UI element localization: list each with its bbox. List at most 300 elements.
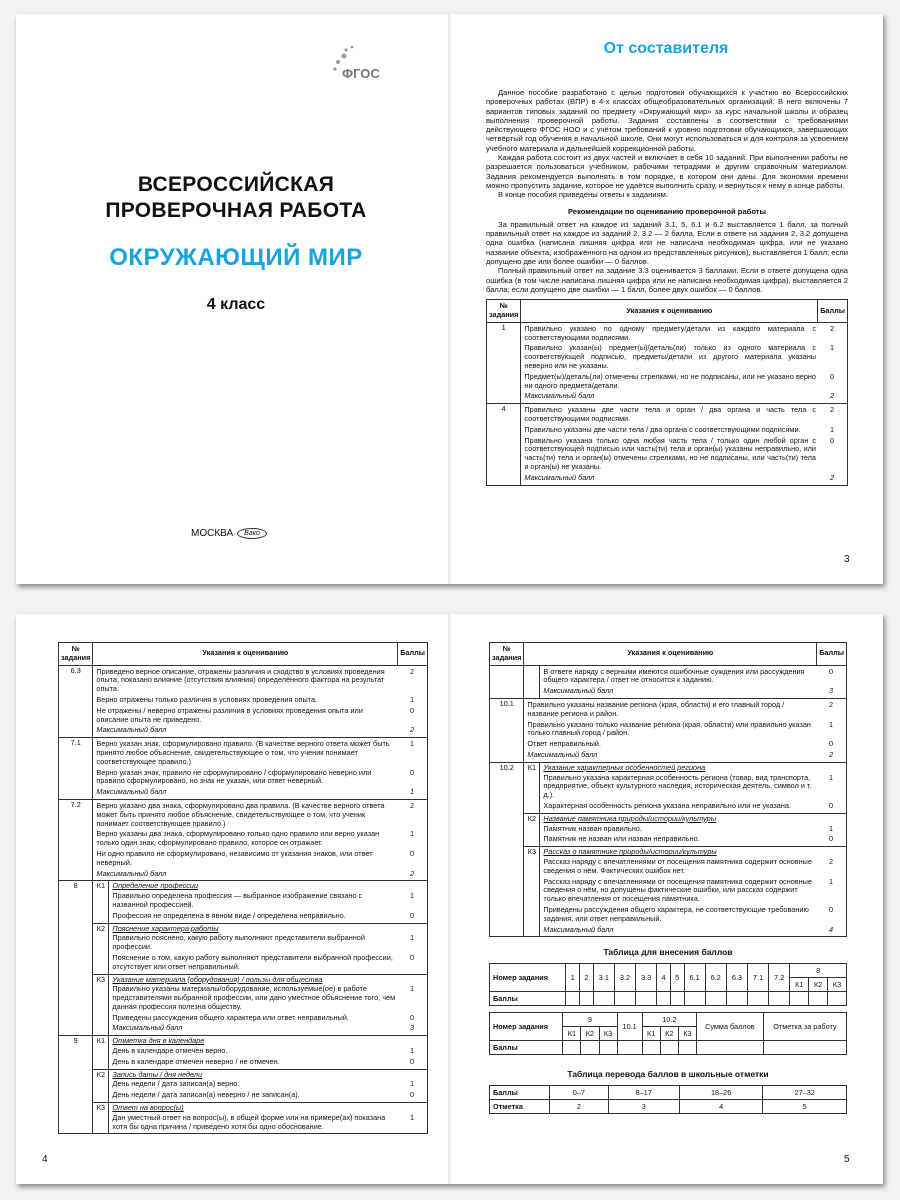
criterion-line [112, 984, 424, 1012]
criterion-points: 2 [828, 699, 834, 709]
table-row [490, 813, 847, 846]
criterion-points: 1 [828, 823, 834, 833]
criterion-text: Приведено верное описание, отражены различия и сходство в условиях проведения опыта, показано влияние (отсутствия влияния) определённого фактора на результат опыта. [96, 666, 385, 694]
criterion-text: Правильно указаны название региона (края, области) и его главный город / название региона и район. [527, 699, 785, 718]
cover-subject: ОКРУЖАЮЩИЙ МИР [109, 244, 363, 271]
task-cell: 7.2 [769, 964, 790, 992]
table-row [59, 881, 428, 923]
criterion-text: Максимальный балл [96, 868, 167, 878]
criterion-points: 3 [409, 1023, 415, 1033]
criterion-line [112, 1113, 424, 1133]
intro-paragraph: Данное пособие разработано с целью подготовки обучающихся к участию во Всероссийских проверочных работах (ВПР) в 4-х классах общеобразовательных организаций. В него включены 7 вариантов типовых заданий по предмету «Окружающий мир» за курс начальной школы и образец выполнения проверочной работы. Задания составлены в соответствии с требованиями действующего ФГОС НОО и с учётом требований к уровню подготовки обучающихся, завершающих четвёртый год обучения в начальной школе. Они могут использоваться и для контроля за усвоением учебного материала и дальнейшей коррекционной работы. [486, 88, 848, 153]
column-header-criteria: Указания к оцениванию [521, 300, 818, 323]
intro-text [486, 88, 848, 486]
criteria-cell [540, 762, 847, 813]
criterion-code: К1 [93, 1036, 109, 1069]
criterion-text: Максимальный балл [524, 472, 595, 482]
column-header-points: Баллы [398, 643, 428, 666]
criteria-cell [109, 974, 428, 1036]
criterion-points: 1 [409, 1046, 415, 1056]
criterion-points: 0 [828, 904, 834, 914]
score-range: 8–17 [608, 1086, 679, 1100]
criterion-text: Правильно указаны две части тела / два органа с соответствующими подписями. [524, 424, 801, 434]
criterion-line [96, 695, 424, 706]
task-cell: К2 [581, 1027, 599, 1041]
row-label: Баллы [490, 1086, 550, 1100]
criterion-text: Характерная особенность региона указана неправильно или не указана. [543, 800, 791, 810]
task-cell: К3 [828, 978, 847, 992]
score-input-cell[interactable] [563, 1041, 581, 1055]
table-header-row [490, 643, 847, 666]
table-row [59, 738, 428, 800]
criterion-line [112, 911, 424, 922]
score-input-cell[interactable] [593, 992, 614, 1006]
score-input-cell[interactable] [678, 1041, 696, 1055]
table-row [490, 698, 847, 762]
criterion-text: Максимальный балл [543, 686, 614, 696]
row-label: Баллы [490, 1041, 563, 1055]
criterion-line [524, 425, 844, 436]
task-number: 6.3 [59, 665, 93, 738]
column-header-points: Баллы [817, 643, 847, 666]
criterion-points: 0 [409, 767, 415, 777]
criteria-cell [540, 665, 847, 698]
criterion-line [112, 1079, 424, 1090]
criterion-line [524, 343, 844, 371]
criterion-code: К1 [524, 762, 540, 813]
score-input-cell[interactable] [660, 1041, 678, 1055]
table-row [59, 665, 428, 738]
criteria-cell [109, 923, 428, 974]
column-header-number: № задания [487, 300, 521, 323]
max-score-line [524, 391, 844, 402]
criterion-points: 3 [828, 686, 834, 696]
criterion-text: Рассказ наряду с впечатлениями от посещения памятника содержит основные сведения о нём, но допущены фактические ошибки, или рассказ содержит только впечатления от посещения памятника. [543, 876, 812, 904]
page-gutter [448, 14, 452, 584]
criterion-text: Правильно указан(ы) предмет(ы)/деталь(ли) только из одного материала с соответствующей подписью, предметы/детали из другого материала указаны неверно или не указаны. [524, 343, 816, 371]
criterion-code: К3 [524, 847, 540, 937]
page-5-content [489, 642, 847, 1114]
criterion-line [524, 436, 844, 473]
criteria-cell [93, 665, 428, 738]
criterion-line [112, 933, 424, 953]
task-cell: 5 [670, 964, 684, 992]
criterion-code: К1 [93, 881, 109, 923]
criterion-points: 1 [828, 719, 834, 729]
criterion-line [112, 1057, 424, 1068]
spread-pages-2-3 [16, 14, 883, 584]
criterion-line [112, 953, 424, 973]
criterion-points: 0 [828, 739, 834, 749]
criterion-text: Ни одно правило не сформулировано, независимо от указания знаков, или ответ неверный. [96, 848, 373, 867]
criteria-cell [540, 847, 847, 937]
task-number: 9 [59, 1036, 93, 1134]
criterion-points: 1 [828, 876, 834, 886]
criterion-text: Правильно указано по одному предмету/детали из каждого материала с соответствующими подписями. [524, 323, 816, 342]
criterion-title: Определение профессии [112, 881, 199, 891]
criterion-text: Верно указаны два знака, сформулировано только одно правило или верно указан только один знак, сформулировано правило, которое он отражает. [96, 829, 380, 848]
criterion-points: 1 [828, 772, 834, 782]
score-input-cell[interactable] [599, 1041, 617, 1055]
criterion-title: Пояснение характера работы [112, 923, 219, 933]
criterion-text: Максимальный балл [543, 924, 614, 934]
criterion-title: Указание материала (оборудования) / пользы для общества [112, 974, 323, 984]
grade-mark: 3 [608, 1100, 679, 1114]
task-cell: 3.3 [636, 964, 657, 992]
max-score-line [543, 686, 843, 697]
score-range: 27–32 [763, 1086, 847, 1100]
table-row [490, 762, 847, 813]
criterion-line [96, 801, 424, 829]
publisher-line [191, 528, 267, 539]
intro-paragraph: За правильный ответ на каждое из заданий 3.1, 5, 6.1 и 6.2 выставляется 1 балл, за полный правильный ответ на каждое из заданий 2, 3.2 — 2 балла. Если в ответе на задания 2, 3.2 допущена одна ошибка (написана лишняя цифра или не написана необходимая цифра, или не указано название объекта, изображённого на одном из представленных рисунков), выставляется 1 балл; если допущено две или более ошибки — 0 баллов. [486, 219, 848, 267]
criterion-text: Верно указано два знака, сформулировано два правила. (В качестве верного ответа может быть принято любое объяснение, свидетельствующее о том, что ученик понимает соответствующее правило.) [96, 800, 385, 828]
table-row [490, 1100, 847, 1114]
score-input-cell[interactable] [809, 992, 828, 1006]
score-input-cell[interactable] [828, 992, 847, 1006]
criterion-text: Максимальный балл [96, 787, 167, 797]
criterion-line [524, 405, 844, 425]
criterion-line [543, 824, 843, 835]
score-input-cell[interactable] [747, 992, 768, 1006]
grade-conversion-table [489, 1085, 847, 1114]
criterion-line [96, 667, 424, 695]
criterion-points: 2 [829, 391, 835, 401]
criterion-text: Верно указан знак, сформулировано правило. (В качестве верного ответа может быть принято любое объяснение, свидетельствующее о том, что ученик понимает соответствующее правило.) [96, 739, 390, 766]
table-row [490, 1086, 847, 1100]
score-input-cell[interactable] [790, 992, 809, 1006]
criterion-points: 2 [829, 405, 835, 415]
criterion-points: 2 [409, 868, 415, 878]
spread-pages-4-5 [16, 614, 883, 1184]
criterion-line [543, 667, 843, 687]
table-row [490, 1041, 847, 1055]
page-number: 3 [844, 554, 850, 565]
criterion-line [96, 739, 424, 767]
criterion-points: 2 [409, 666, 415, 676]
scoring-table [58, 642, 428, 1134]
criterion-text: Приведены рассуждения общего характера, не соответствующие требованию задания, или ответ неправильный. [543, 904, 809, 923]
table-row [59, 923, 428, 974]
score-input-cell[interactable] [642, 1041, 660, 1055]
task-cell: К1 [642, 1027, 660, 1041]
criterion-text: Памятник назван правильно. [543, 823, 642, 833]
criterion-text: Верно отражены только различия в условиях проведения опыта. [96, 694, 318, 704]
criterion-text: Правильно указаны материалы/оборудование, используемые(ое) в работе представителями выбранной профессии, или дано уместное объяснение того, чем данная профессия полезна обществу. [112, 984, 396, 1011]
score-input-cell[interactable] [657, 992, 671, 1006]
criterion-text: День в календаре отмечен верно. [112, 1046, 228, 1056]
criterion-title: Название памятника природы/истории/культуры [543, 813, 717, 823]
page-number: 5 [844, 1154, 850, 1165]
criterion-text: Рассказ наряду с впечатлениями от посещения памятника содержит основные сведения о нём. Фактических ошибок нет. [543, 856, 812, 875]
criterion-points: 4 [828, 924, 834, 934]
criterion-text: День недели / дата записан(а) верно. [112, 1079, 240, 1089]
table-row [59, 1103, 428, 1134]
criterion-line [543, 801, 843, 812]
row-label: Номер задания [490, 964, 566, 992]
criterion-points: 0 [409, 705, 415, 715]
criteria-cell [524, 698, 847, 762]
page-number: 4 [42, 1154, 48, 1165]
task-number: 10.2 [490, 762, 524, 937]
criterion-text: Правильно пояснено, какую работу выполняют представители выбранной профессии. [112, 933, 365, 952]
score-range: 0–7 [550, 1086, 609, 1100]
page-4-content [58, 642, 428, 1134]
task-cell: 8 [790, 964, 847, 978]
column-header-number: № задания [59, 643, 93, 666]
fgos-logo-icon [326, 42, 380, 88]
scoring-table [489, 642, 847, 937]
criterion-points: 2 [828, 856, 834, 866]
task-cell: 10.1 [617, 1013, 642, 1041]
table-row [59, 799, 428, 880]
criteria-cell [540, 813, 847, 846]
criterion-points: 1 [409, 829, 415, 839]
criterion-points: 1 [409, 1112, 415, 1122]
cover-page [16, 14, 448, 584]
task-number [490, 665, 524, 698]
score-range: 18–26 [679, 1086, 763, 1100]
criterion-title: Указание характерных особенностей региона [543, 762, 706, 772]
criterion-text: Максимальный балл [96, 725, 167, 735]
criterion-title: Отметка дня в календаре [112, 1036, 205, 1046]
grade-mark: 4 [679, 1100, 763, 1114]
criterion-points: 0 [828, 834, 834, 844]
svg-text:ФГОС: ФГОС [342, 66, 380, 81]
score-input-cell[interactable] [614, 992, 635, 1006]
criterion-text: Правильно указано только название региона (края, области) или правильно указан только главный город / район. [527, 719, 811, 738]
table-row [59, 1036, 428, 1069]
criterion-points: 0 [409, 910, 415, 920]
criterion-points: 2 [829, 323, 835, 333]
criterion-text: Приведены рассуждения общего характера или ответ неправильный. [112, 1012, 350, 1022]
table-header-row [59, 643, 428, 666]
max-score-line [96, 787, 424, 798]
column-header-points: Баллы [818, 300, 848, 323]
task-number: 10.1 [490, 698, 524, 762]
criterion-line [543, 857, 843, 877]
criterion-text: Памятник не назван или назван неправильно. [543, 834, 700, 844]
criteria-cell [109, 1069, 428, 1102]
criterion-text: Максимальный балл [527, 749, 598, 759]
criterion-text: Предмет(ы)/деталь(ли) отмечены стрелками, но не подписаны, или не указано верно ни одного предмета/детали. [524, 371, 816, 390]
criterion-code: К2 [93, 1069, 109, 1102]
criterion-points: 1 [409, 984, 415, 994]
criterion-text: Максимальный балл [524, 391, 595, 401]
score-input-cell[interactable] [670, 992, 684, 1006]
task-cell: 6.1 [684, 964, 705, 992]
convert-table-caption: Таблица перевода баллов в школьные отметки [567, 1069, 769, 1080]
score-entry-table [489, 963, 847, 1006]
criterion-text: Дан уместный ответ на вопрос(ы), в общей форме или на примере(ах) показана хотя бы одна причина / приведено хотя бы одно обоснование. [112, 1112, 386, 1131]
score-input-cell[interactable] [636, 992, 657, 1006]
task-cell: 3.2 [614, 964, 635, 992]
scoring-table [486, 299, 848, 485]
criteria-cell [93, 738, 428, 800]
table-row [490, 964, 847, 978]
column-header-number: № задания [490, 643, 524, 666]
criterion-text: Правильно определена профессия — выбранное изображение связано с названной профессией. [112, 891, 363, 909]
criterion-points: 2 [828, 749, 834, 759]
sum-header: Сумма баллов [696, 1013, 763, 1041]
max-score-line [524, 473, 844, 484]
publisher-logo: Вако [237, 528, 267, 539]
table-row [487, 404, 848, 485]
criterion-line [96, 829, 424, 849]
criterion-points: 1 [829, 424, 835, 434]
criterion-text: В ответе наряду с верными имеются ошибочные суждения или рассуждения общего характера / ответ не относится к заданию. [543, 666, 805, 685]
criteria-cell [109, 1036, 428, 1069]
criterion-line [543, 834, 843, 845]
criterion-text: Пояснение о том, какую работу выполняют представители выбранной профессии, отсутствует или ответ неправильный. [112, 952, 393, 971]
table-row [59, 974, 428, 1036]
task-number: 8 [59, 881, 93, 1036]
score-input-cell[interactable] [581, 1041, 599, 1055]
score-input-cell[interactable] [769, 992, 790, 1006]
table-row [490, 847, 847, 937]
score-input-cell[interactable] [617, 1041, 642, 1055]
criterion-title: Ответ на вопрос(ы) [112, 1103, 184, 1113]
task-cell: 2 [580, 964, 594, 992]
task-cell: К2 [660, 1027, 678, 1041]
max-score-line [527, 750, 843, 761]
max-score-line [96, 725, 424, 736]
task-cell: К3 [599, 1027, 617, 1041]
table-row [490, 1013, 847, 1027]
criterion-points: 0 [828, 800, 834, 810]
column-header-criteria: Указания к оцениванию [93, 643, 398, 666]
criterion-points: 2 [409, 800, 415, 810]
score-input-cell[interactable] [705, 992, 726, 1006]
task-cell: К2 [809, 978, 828, 992]
task-number: 7.1 [59, 738, 93, 800]
page-gutter [448, 614, 452, 1184]
task-cell: К1 [563, 1027, 581, 1041]
table-header-row [487, 300, 848, 323]
table-row [59, 1069, 428, 1102]
criterion-points: 1 [409, 739, 415, 749]
criterion-line [112, 1090, 424, 1101]
criterion-text: Правильно указана только одна любая часть тела / только один любой орган с соответствующей подписью или часть(ти) тела и орган(ы) указаны неправильно, или часть(ти) тела и орган(ы) отмечены стрелками, но не подписаны, или часть(ти) тела и орган(ы) не указаны. [524, 435, 816, 471]
column-header-criteria: Указания к оцениванию [524, 643, 817, 666]
cover-title: ВСЕРОССИЙСКАЯ ПРОВЕРОЧНАЯ РАБОТА [105, 173, 367, 222]
task-cell: 4 [657, 964, 671, 992]
criterion-points: 2 [409, 725, 415, 735]
criterion-points: 0 [829, 371, 835, 381]
criterion-line [527, 700, 843, 720]
criterion-points: 0 [409, 1090, 415, 1100]
criterion-points: 1 [829, 343, 835, 353]
table-row [490, 665, 847, 698]
criterion-line [96, 706, 424, 726]
criteria-cell [109, 881, 428, 923]
criterion-points: 1 [409, 694, 415, 704]
criterion-points: 0 [409, 1012, 415, 1022]
criterion-code: К2 [93, 923, 109, 974]
criterion-points: 1 [409, 891, 415, 901]
task-cell: 10.2 [642, 1013, 696, 1027]
criterion-points: 0 [409, 848, 415, 858]
criterion-line [527, 739, 843, 750]
criterion-line [112, 1046, 424, 1057]
cover-grade: 4 класс [206, 296, 266, 313]
task-cell: 1 [566, 964, 580, 992]
criteria-cell [93, 799, 428, 880]
table-row [487, 322, 848, 403]
grade-mark: 5 [763, 1100, 847, 1114]
table-row [490, 992, 847, 1006]
score-input-cell[interactable] [684, 992, 705, 1006]
task-cell: 7.1 [747, 964, 768, 992]
recommendations-heading: Рекомендации по оцениванию проверочной работы [567, 206, 767, 216]
criterion-text: Профессия не определена в явном виде / определена неправильно. [112, 910, 346, 920]
criterion-code: К3 [93, 974, 109, 1036]
score-input-cell[interactable] [566, 992, 580, 1006]
criterion-line [524, 324, 844, 344]
max-score-line [543, 925, 843, 936]
criterion-line [527, 720, 843, 740]
publisher-city: МОСКВА [191, 528, 234, 539]
max-score-line [96, 869, 424, 880]
score-table-caption: Таблица для внесения баллов [603, 947, 733, 958]
criterion-points: 1 [409, 933, 415, 943]
intro-paragraph: Каждая работа состоит из двух частей и включает в себя 10 заданий. При выполнении работы не разрешается пользоваться учебником, рабочими тетрадями и другим справочным материалом. Задания рекомендуется выполнять в том порядке, в котором они даны. Для экономии времени можно пропустить задание, которое не удаётся выполнить сразу, и вернуться к нему в конце работы. [486, 153, 848, 190]
criterion-points: 0 [829, 435, 835, 445]
criterion-points: 1 [409, 787, 415, 797]
task-cell: 9 [563, 1013, 617, 1027]
criterion-text: Максимальный балл [112, 1023, 183, 1033]
criterion-text: Не отражены / неверно отражены различия в условиях проведения опыта или описание опыта не приведено. [96, 705, 363, 724]
row-label: Номер задания [490, 1013, 563, 1041]
criterion-text: Правильно указана характерная особенность региона (товар, вид транспорта, предприятие, объект культурного наследия, историческая деятель, символ и т. д.). [543, 772, 812, 800]
score-input-cell[interactable] [580, 992, 594, 1006]
criterion-code: К2 [524, 813, 540, 846]
criterion-text: Правильно указаны две части тела и орган / два органа и часть тела с соответствующими подписями. [524, 405, 816, 423]
row-label: Отметка [490, 1100, 550, 1114]
criterion-line [96, 849, 424, 869]
criterion-text: День недели / дата записан(а) неверно / не записан(а). [112, 1090, 300, 1100]
score-input-cell[interactable] [763, 1041, 846, 1055]
criterion-line [524, 372, 844, 392]
score-entry-table-2 [489, 1012, 847, 1055]
intro-paragraph: В конце пособия приведены ответы к заданиям. [498, 190, 669, 200]
criterion-points: 0 [409, 952, 415, 962]
criterion-code [524, 665, 540, 698]
criterion-code: К3 [93, 1103, 109, 1134]
intro-paragraph: Полный правильный ответ на задание 3.3 оценивается 3 баллами. Если в ответе допущена одна ошибка (в том числе написана лишняя цифра или не написана необходимая цифра), выставляется 2 балла; если допущено две ошибки — 1 балл, более двух ошибок — 0 баллов. [486, 266, 848, 294]
task-cell: 6.2 [705, 964, 726, 992]
score-input-cell[interactable] [726, 992, 747, 1006]
criterion-line [112, 1013, 424, 1024]
score-input-cell[interactable] [696, 1041, 763, 1055]
max-score-line [112, 1023, 424, 1034]
criterion-line [96, 768, 424, 788]
task-number: 1 [487, 322, 521, 403]
criterion-title: Запись даты / дня недели [112, 1069, 203, 1079]
mark-header: Отметка за работу [763, 1013, 846, 1041]
grade-mark: 2 [550, 1100, 609, 1114]
task-cell: 3.1 [593, 964, 614, 992]
criterion-line [112, 891, 424, 911]
task-cell: К3 [678, 1027, 696, 1041]
task-cell: К1 [790, 978, 809, 992]
criteria-cell [521, 404, 848, 485]
criterion-points: 0 [828, 666, 834, 676]
criteria-cell [521, 322, 848, 403]
intro-heading: От составителя [603, 40, 729, 57]
criterion-line [543, 773, 843, 801]
criterion-points: 1 [409, 1079, 415, 1089]
